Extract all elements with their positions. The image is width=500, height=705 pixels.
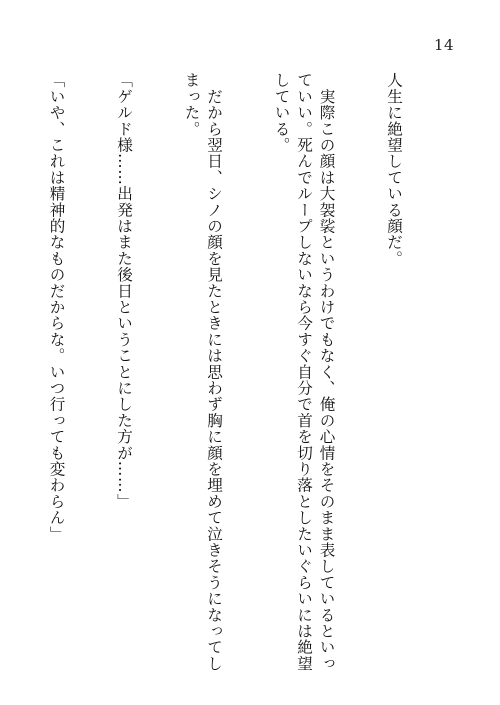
paragraph: だから翌日、シノの顔を見たときには思わず胸に顔を埋めて泣きそうになってしまった。 <box>182 72 223 672</box>
page-number: 14 <box>434 36 455 54</box>
dialogue-line: 「いや、これは精神的なものだからな。いつ行っても変わらん」 <box>47 72 66 542</box>
vertical-text-body <box>0 72 450 672</box>
paragraph: 人生に絶望している顔だ。 <box>385 72 403 267</box>
dialogue-line: 「ゲルド様……出発はまた後日ということにした方が……」 <box>115 72 133 510</box>
paragraph: 実際この顔は大袈裟というわけでもなく、俺の心情をそのまま表しているといっていい。死んでループしないなら今すぐ自分で首を切り落としたいぐらいには絶望している。 <box>272 72 336 672</box>
